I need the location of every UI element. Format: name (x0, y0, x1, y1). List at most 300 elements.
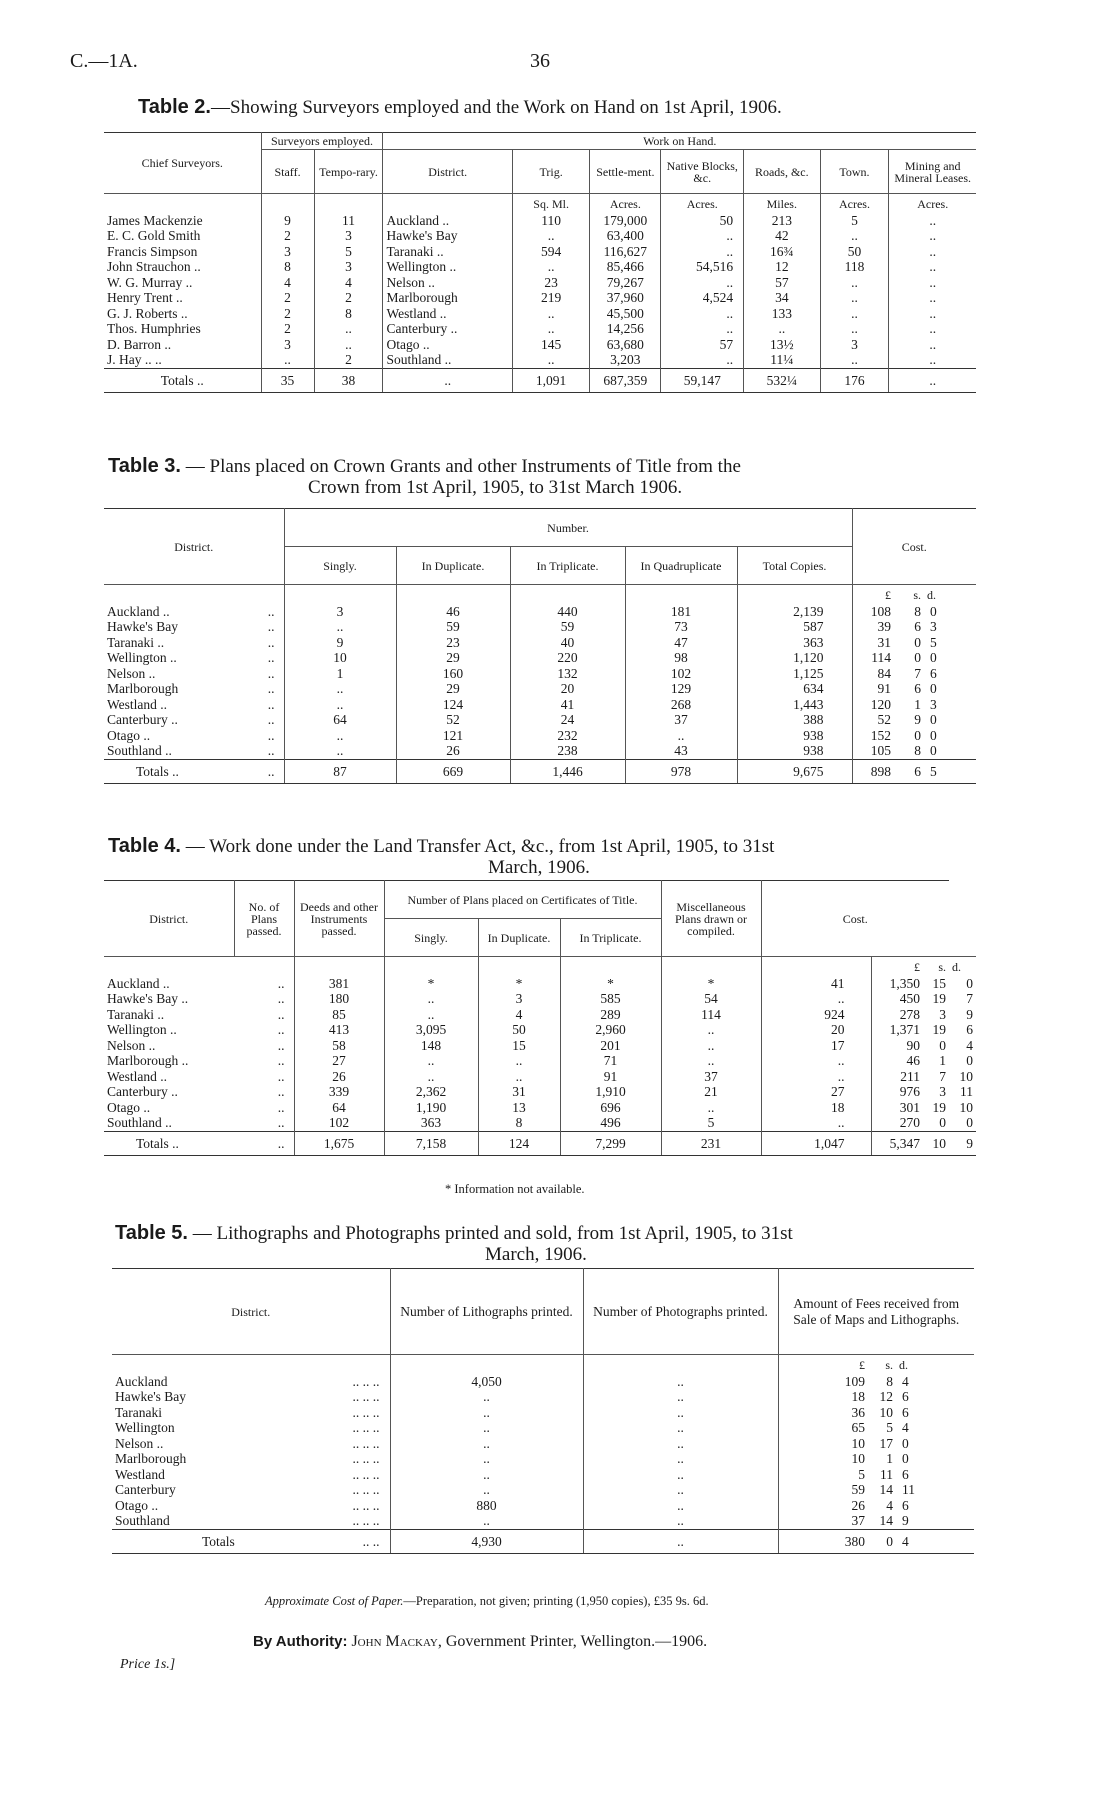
photographs-cell: .. (583, 1374, 778, 1390)
cost-of-paper-text: —Preparation, not given; printing (1,950 copies), £35 9s. 6d. (403, 1594, 709, 1608)
leader-dots: .. (277, 1053, 285, 1068)
leader-dots: .. (267, 619, 275, 634)
table-row (112, 1498, 974, 1514)
fees-shillings-cell: 17 (879, 1435, 893, 1451)
fees-pounds-cell: 36 (851, 1404, 865, 1420)
leader-dots: .. .. .. (242, 1405, 390, 1421)
mining-cell: .. (929, 274, 937, 290)
mining-cell: .. (929, 352, 937, 367)
leader-dots: .. (267, 665, 275, 681)
t3-head-number: Number. (284, 509, 852, 547)
settlement-cell: 116,627 (590, 244, 661, 260)
district-name: Hawke's Bay .. (107, 991, 189, 1006)
triplicate-cell: .. (661, 1100, 761, 1116)
t5-unit-pence: d. (899, 1358, 908, 1372)
t3-unit-pounds: £ (885, 588, 891, 602)
cost-pounds-cell: 52 (877, 712, 891, 727)
singly-cell: 87 (284, 759, 396, 784)
t2-unit-trig: Sq. Ml. (512, 194, 589, 213)
triplicate-cell: .. (661, 1038, 761, 1054)
fees-pounds-cell: 109 (844, 1373, 865, 1389)
cost-shillings-cell: 8 (914, 743, 921, 758)
t3-head-cost: Cost. (852, 509, 976, 585)
table-row (104, 728, 976, 744)
t2-head-mining: Mining and Mineral Leases. (894, 158, 972, 185)
table4 (104, 880, 976, 1156)
mining-cell: .. (929, 305, 937, 321)
singly-cell: 124 (478, 1131, 560, 1156)
roads-cell: 42 (744, 228, 820, 244)
duplicate-cell: 124 (396, 697, 510, 713)
lithographs-cell: .. (390, 1467, 583, 1483)
district-cell: Otago .. (115, 1497, 159, 1513)
plans-passed-cell: 64 (294, 1100, 384, 1116)
leader-dots: .. (267, 650, 275, 665)
table-row (104, 1038, 976, 1054)
fees-pence-cell: 4 (902, 1373, 909, 1389)
district-name: Canterbury .. (107, 712, 178, 727)
t4-head-deeds: Deeds and other Instruments passed. (294, 881, 384, 957)
t4-units-row (104, 957, 976, 976)
photographs-cell: .. (583, 1389, 778, 1405)
total-copies-cell: 938 (737, 743, 852, 759)
t3-head-duplicate: In Duplicate. (396, 547, 510, 585)
table-row (112, 1420, 974, 1436)
cost-shillings-cell: 8 (914, 603, 921, 619)
plans-passed-cell: 85 (294, 1007, 384, 1023)
cost-pence-cell: 6 (966, 1022, 973, 1037)
trig-cell: .. (512, 306, 589, 322)
table-row (104, 259, 976, 275)
table5-caption (115, 1223, 995, 1265)
table-row (104, 244, 976, 260)
district-cell: Hawke's Bay (383, 228, 512, 244)
fees-pence-cell: 6 (902, 1466, 909, 1482)
misc-plans-cell: .. (761, 1115, 871, 1131)
t2-unit-native: Acres. (661, 194, 744, 213)
table4-title-line2: March, 1906. (488, 857, 590, 878)
cost-shillings-cell: 7 (914, 665, 921, 681)
photographs-cell: .. (583, 1513, 778, 1529)
table-row (104, 1115, 976, 1131)
district-cell: Nelson .. (115, 1435, 164, 1451)
staff-cell: 8 (261, 259, 314, 275)
fees-shillings-cell: 11 (880, 1466, 893, 1482)
t3-unit-pence: d. (927, 588, 936, 602)
trig-cell: .. (512, 352, 589, 368)
cost-pounds-cell: 278 (899, 1006, 920, 1022)
cost-shillings-cell: 0 (914, 634, 921, 650)
district-name: Marlborough (107, 681, 179, 696)
cost-shillings-cell: 6 (914, 619, 921, 634)
leader-dots: .. (277, 991, 285, 1006)
mining-cell: .. (929, 228, 937, 243)
leader-dots: .. .. .. (242, 1513, 390, 1529)
staff-cell: 2 (261, 321, 314, 337)
t2-units-row (104, 194, 976, 213)
singly-cell: .. (284, 728, 396, 744)
lithographs-cell: .. (390, 1389, 583, 1405)
table-row (112, 1482, 974, 1498)
settlement-cell: 3,203 (590, 352, 661, 368)
district-name: Otago .. (107, 1099, 151, 1115)
temporary-cell: .. (314, 321, 383, 337)
triplicate-cell: 21 (661, 1084, 761, 1100)
cost-shillings-cell: 6 (914, 681, 921, 696)
district-name: Taranaki .. (107, 1006, 165, 1022)
cost-shillings-cell: 1 (939, 1053, 946, 1068)
t4-head-duplicate: In Duplicate. (478, 919, 560, 957)
mining-cell: .. (929, 290, 937, 305)
settlement-cell: 85,466 (590, 259, 661, 275)
town-cell: .. (820, 290, 889, 306)
cost-shillings-cell: 0 (914, 727, 921, 743)
total-copies-cell: 363 (737, 635, 852, 651)
fees-pounds-cell: 10 (851, 1435, 865, 1451)
leader-dots: .. (267, 763, 275, 779)
table-row (112, 1451, 974, 1467)
settlement-total: 687,359 (590, 368, 661, 393)
printer-details: Government Printer, Wellington.—1906. (445, 1633, 708, 1650)
leader-dots: .. .. .. (242, 1389, 390, 1405)
temporary-cell: 8 (314, 306, 383, 322)
duplicate-cell: 59 (396, 619, 510, 635)
singly-cell: .. (284, 619, 396, 635)
district-cell (104, 635, 284, 651)
district-cell (104, 1084, 294, 1100)
town-cell: 3 (820, 337, 889, 353)
table-row (104, 666, 976, 682)
duplicate-cell: 71 (560, 1053, 661, 1069)
t5-head-fees: Amount of Fees received from Sale of Maps and Lithographs. (778, 1269, 974, 1355)
singly-cell: 31 (478, 1084, 560, 1100)
authority-line (253, 1633, 707, 1651)
chief-surveyor-cell: J. Hay .. .. (104, 352, 261, 368)
t4-head-plans-passed: No. of Plans passed. (234, 881, 294, 957)
quadruplicate-cell: 43 (625, 743, 737, 759)
temporary-cell: .. (314, 337, 383, 353)
staff-cell: .. (261, 352, 314, 368)
total-copies-cell: 2,139 (737, 604, 852, 620)
leader-dots: .. (277, 1037, 285, 1053)
photographs-cell: .. (583, 1467, 778, 1483)
duplicate-cell: 121 (396, 728, 510, 744)
table5-title-line1: — Lithographs and Photographs printed and sold, from 1st April, 1905, to 31st (192, 1223, 793, 1244)
total-copies-cell: 388 (737, 712, 852, 728)
photographs-cell: .. (583, 1529, 778, 1554)
fees-pence-cell: 0 (902, 1451, 909, 1466)
district-cell: Southland .. (383, 352, 512, 368)
cost-pence-cell: 4 (966, 1037, 973, 1053)
table3 (104, 508, 976, 784)
cost-pence-cell: 7 (966, 991, 973, 1006)
fees-shillings-cell: 8 (886, 1373, 893, 1389)
cost-pence-cell: 0 (966, 1053, 973, 1068)
cost-pounds-cell: 211 (900, 1068, 920, 1084)
temporary-cell: 4 (314, 275, 383, 291)
duplicate-cell: 52 (396, 712, 510, 728)
staff-cell: 9 (261, 213, 314, 229)
fees-pounds-cell: 380 (778, 1529, 868, 1554)
quadruplicate-cell: 37 (625, 712, 737, 728)
temporary-cell: 3 (314, 259, 383, 275)
deeds-cell: 3,095 (384, 1022, 478, 1038)
town-cell: 5 (820, 213, 889, 229)
t2-head-district: District. (383, 150, 512, 194)
roads-cell: 13½ (744, 337, 820, 353)
photographs-cell: .. (583, 1420, 778, 1436)
quadruplicate-cell: 73 (625, 619, 737, 635)
district-cell (104, 1007, 294, 1023)
district-cell (104, 759, 284, 784)
temporary-cell: 2 (314, 352, 383, 368)
t2-head-staff: Staff. (261, 150, 314, 194)
cost-pounds-cell: 5,347 (871, 1131, 923, 1156)
triplicate-cell: .. (661, 1053, 761, 1069)
trig-cell: 594 (512, 244, 589, 260)
district-name: Southland .. (107, 1115, 172, 1130)
fees-pounds-cell: 5 (858, 1466, 865, 1482)
cost-pence-cell: 0 (930, 681, 937, 696)
duplicate-cell: * (560, 976, 661, 992)
roads-cell: 57 (744, 275, 820, 291)
fees-pounds-cell: 26 (851, 1497, 865, 1513)
town-cell: .. (820, 352, 889, 368)
plans-passed-cell: 27 (294, 1053, 384, 1069)
cost-pence-cell: 0 (930, 650, 937, 665)
settlement-cell: 45,500 (590, 306, 661, 322)
triplicate-cell: 231 (661, 1131, 761, 1156)
district-cell: Westland (115, 1466, 165, 1482)
leader-dots: .. .. .. (242, 1436, 390, 1452)
town-cell: .. (820, 306, 889, 322)
plans-passed-cell: 102 (294, 1115, 384, 1131)
misc-plans-cell: .. (761, 1069, 871, 1085)
quadruplicate-cell: .. (625, 728, 737, 744)
chief-surveyor-cell: James Mackenzie (104, 213, 261, 229)
triplicate-cell: 232 (510, 728, 625, 744)
cost-shillings-cell: 15 (932, 975, 946, 991)
district-cell: Canterbury .. (383, 321, 512, 337)
roads-cell: 213 (744, 213, 820, 229)
cost-shillings-cell: 19 (932, 1099, 946, 1115)
table4-title-line1: — Work done under the Land Transfer Act, &c., from 1st April, 1905, to 31st (185, 836, 775, 857)
cost-shillings-cell: 0 (914, 650, 921, 665)
leader-dots: .. (277, 1006, 285, 1022)
cost-shillings-cell: 6 (894, 759, 924, 784)
roads-cell: 12 (744, 259, 820, 275)
native-blocks-total: 59,147 (661, 368, 744, 393)
leader-dots: .. (277, 1135, 285, 1151)
native-blocks-cell: 4,524 (661, 290, 744, 306)
quadruplicate-cell: 98 (625, 650, 737, 666)
cost-pence-cell: 9 (949, 1131, 976, 1156)
t2-head-temporary: Tempo-rary. (314, 150, 383, 194)
deeds-cell: .. (384, 1053, 478, 1069)
table2-label: Table 2. (138, 96, 211, 118)
district-name: Westland .. (107, 1068, 168, 1084)
district-name: Southland .. (107, 743, 172, 758)
mining-total: .. (889, 368, 976, 393)
t5-head-district: District. (112, 1269, 390, 1355)
district-cell (104, 712, 284, 728)
trig-cell: .. (512, 259, 589, 275)
t2-head-town: Town. (820, 150, 889, 194)
fees-pounds-cell: 59 (851, 1482, 865, 1497)
settlement-cell: 79,267 (590, 275, 661, 291)
table-row (112, 1513, 974, 1529)
lithographs-cell: 4,050 (390, 1374, 583, 1390)
lithographs-cell: .. (390, 1436, 583, 1452)
fees-pounds-cell: 18 (851, 1389, 865, 1404)
cost-pence-cell: 5 (930, 634, 937, 650)
deeds-cell: 148 (384, 1038, 478, 1054)
t5-head-litho: Number of Lithographs printed. (390, 1269, 583, 1355)
mining-cell: .. (929, 259, 937, 274)
table2-caption (138, 97, 998, 118)
singly-cell: * (478, 976, 560, 992)
lithographs-cell: 4,930 (390, 1529, 583, 1554)
leader-dots: .. (267, 634, 275, 650)
leader-dots: .. (267, 696, 275, 712)
district-name: Nelson .. (107, 1037, 156, 1053)
totals-row (104, 759, 976, 784)
table-row (104, 228, 976, 244)
fees-shillings-cell: 10 (879, 1404, 893, 1420)
duplicate-cell: 91 (560, 1069, 661, 1085)
leader-dots: .. (277, 975, 285, 991)
plans-passed-cell: 339 (294, 1084, 384, 1100)
cost-pence-cell: 0 (930, 727, 937, 743)
town-cell: 118 (820, 259, 889, 275)
t2-head-surveyors: Surveyors employed. (261, 133, 383, 150)
district-cell (104, 991, 294, 1007)
district-cell: Wellington .. (383, 259, 512, 275)
deeds-cell: * (384, 976, 478, 992)
table5 (112, 1268, 974, 1554)
settlement-cell: 63,400 (590, 228, 661, 244)
duplicate-cell: 585 (560, 991, 661, 1007)
singly-cell: 8 (478, 1115, 560, 1131)
t4-head-district: District. (104, 881, 234, 957)
settlement-cell: 37,960 (590, 290, 661, 306)
table4-footnote: * Information not available. (445, 1182, 585, 1196)
price-note: Price 1s.] (120, 1657, 176, 1672)
district-cell: Taranaki .. (383, 244, 512, 260)
triplicate-cell: 41 (510, 697, 625, 713)
district-name: Otago .. (107, 727, 151, 743)
table-row (104, 604, 976, 620)
photographs-cell: .. (583, 1405, 778, 1421)
table-row (104, 1100, 976, 1116)
singly-cell: 4 (478, 1007, 560, 1023)
total-copies-cell: 1,125 (737, 666, 852, 682)
trig-cell: 145 (512, 337, 589, 353)
native-blocks-cell: .. (661, 321, 744, 337)
cost-pounds-cell: 1,350 (889, 975, 920, 991)
document-reference: C.—1A. (70, 50, 138, 72)
district-cell (104, 666, 284, 682)
leader-dots: .. .. .. (242, 1467, 390, 1483)
triplicate-cell: 20 (510, 681, 625, 697)
native-blocks-cell: 54,516 (661, 259, 744, 275)
quadruplicate-cell: 181 (625, 604, 737, 620)
trig-total: 1,091 (512, 368, 589, 393)
table-row (104, 213, 976, 229)
town-total: 176 (820, 368, 889, 393)
duplicate-cell: 696 (560, 1100, 661, 1116)
chief-surveyor-cell: Francis Simpson (104, 244, 261, 260)
district-name: Wellington .. (107, 650, 177, 665)
triplicate-cell: 24 (510, 712, 625, 728)
leader-dots: .. (277, 1115, 285, 1130)
fees-shillings-cell: 0 (868, 1529, 896, 1554)
table-row (104, 1053, 976, 1069)
staff-cell: 2 (261, 290, 314, 306)
cost-pence-cell: 0 (966, 975, 973, 991)
quadruplicate-cell: 978 (625, 759, 737, 784)
table-row (112, 1389, 974, 1405)
district-cell (104, 619, 284, 635)
district-name: Nelson .. (107, 665, 156, 681)
trig-cell: 219 (512, 290, 589, 306)
leader-dots: .. .. .. (242, 1374, 390, 1390)
lithographs-cell: .. (390, 1405, 583, 1421)
fees-pounds-cell: 37 (851, 1513, 865, 1528)
leader-dots: .. .. .. (242, 1420, 390, 1436)
t2-head-native: Native Blocks, &c. (661, 150, 744, 194)
roads-cell: 16¾ (744, 244, 820, 260)
district-cell (104, 728, 284, 744)
singly-cell: .. (478, 1069, 560, 1085)
chief-surveyor-cell: W. G. Murray .. (104, 275, 261, 291)
lithographs-cell: .. (390, 1451, 583, 1467)
leader-dots: .. .. .. (242, 1451, 390, 1467)
quadruplicate-cell: 129 (625, 681, 737, 697)
t3-head-singly: Singly. (284, 547, 396, 585)
cost-pounds-cell: 270 (899, 1115, 920, 1130)
staff-cell: 2 (261, 228, 314, 244)
native-blocks-cell: 50 (661, 213, 744, 229)
duplicate-cell: 2,960 (560, 1022, 661, 1038)
duplicate-cell: 496 (560, 1115, 661, 1131)
table-row (104, 337, 976, 353)
temporary-cell: 3 (314, 228, 383, 244)
t2-head-settlement: Settle-ment. (590, 150, 661, 194)
roads-cell: 34 (744, 290, 820, 306)
plans-passed-cell: 26 (294, 1069, 384, 1085)
district-cell (104, 1115, 294, 1131)
native-blocks-cell: .. (661, 306, 744, 322)
table4-caption (108, 836, 988, 878)
cost-pounds-cell: 1,371 (889, 1022, 920, 1037)
total-copies-cell: 938 (737, 728, 852, 744)
district-cell: Auckland (115, 1373, 168, 1389)
cost-pounds-cell: 976 (899, 1084, 920, 1099)
lithographs-cell: .. (390, 1482, 583, 1498)
cost-pounds-cell: 301 (899, 1099, 920, 1115)
district-cell: Westland .. (383, 306, 512, 322)
district-cell (104, 1053, 294, 1069)
printer-name: John Mackay, (351, 1633, 442, 1650)
total-copies-cell: 1,120 (737, 650, 852, 666)
table-row (112, 1467, 974, 1483)
leader-dots: .. (267, 727, 275, 743)
lithographs-cell: 880 (390, 1498, 583, 1514)
table3-title-line1: — Plans placed on Crown Grants and other Instruments of Title from the (185, 456, 741, 477)
roads-cell: 133 (744, 306, 820, 322)
duplicate-cell: 201 (560, 1038, 661, 1054)
